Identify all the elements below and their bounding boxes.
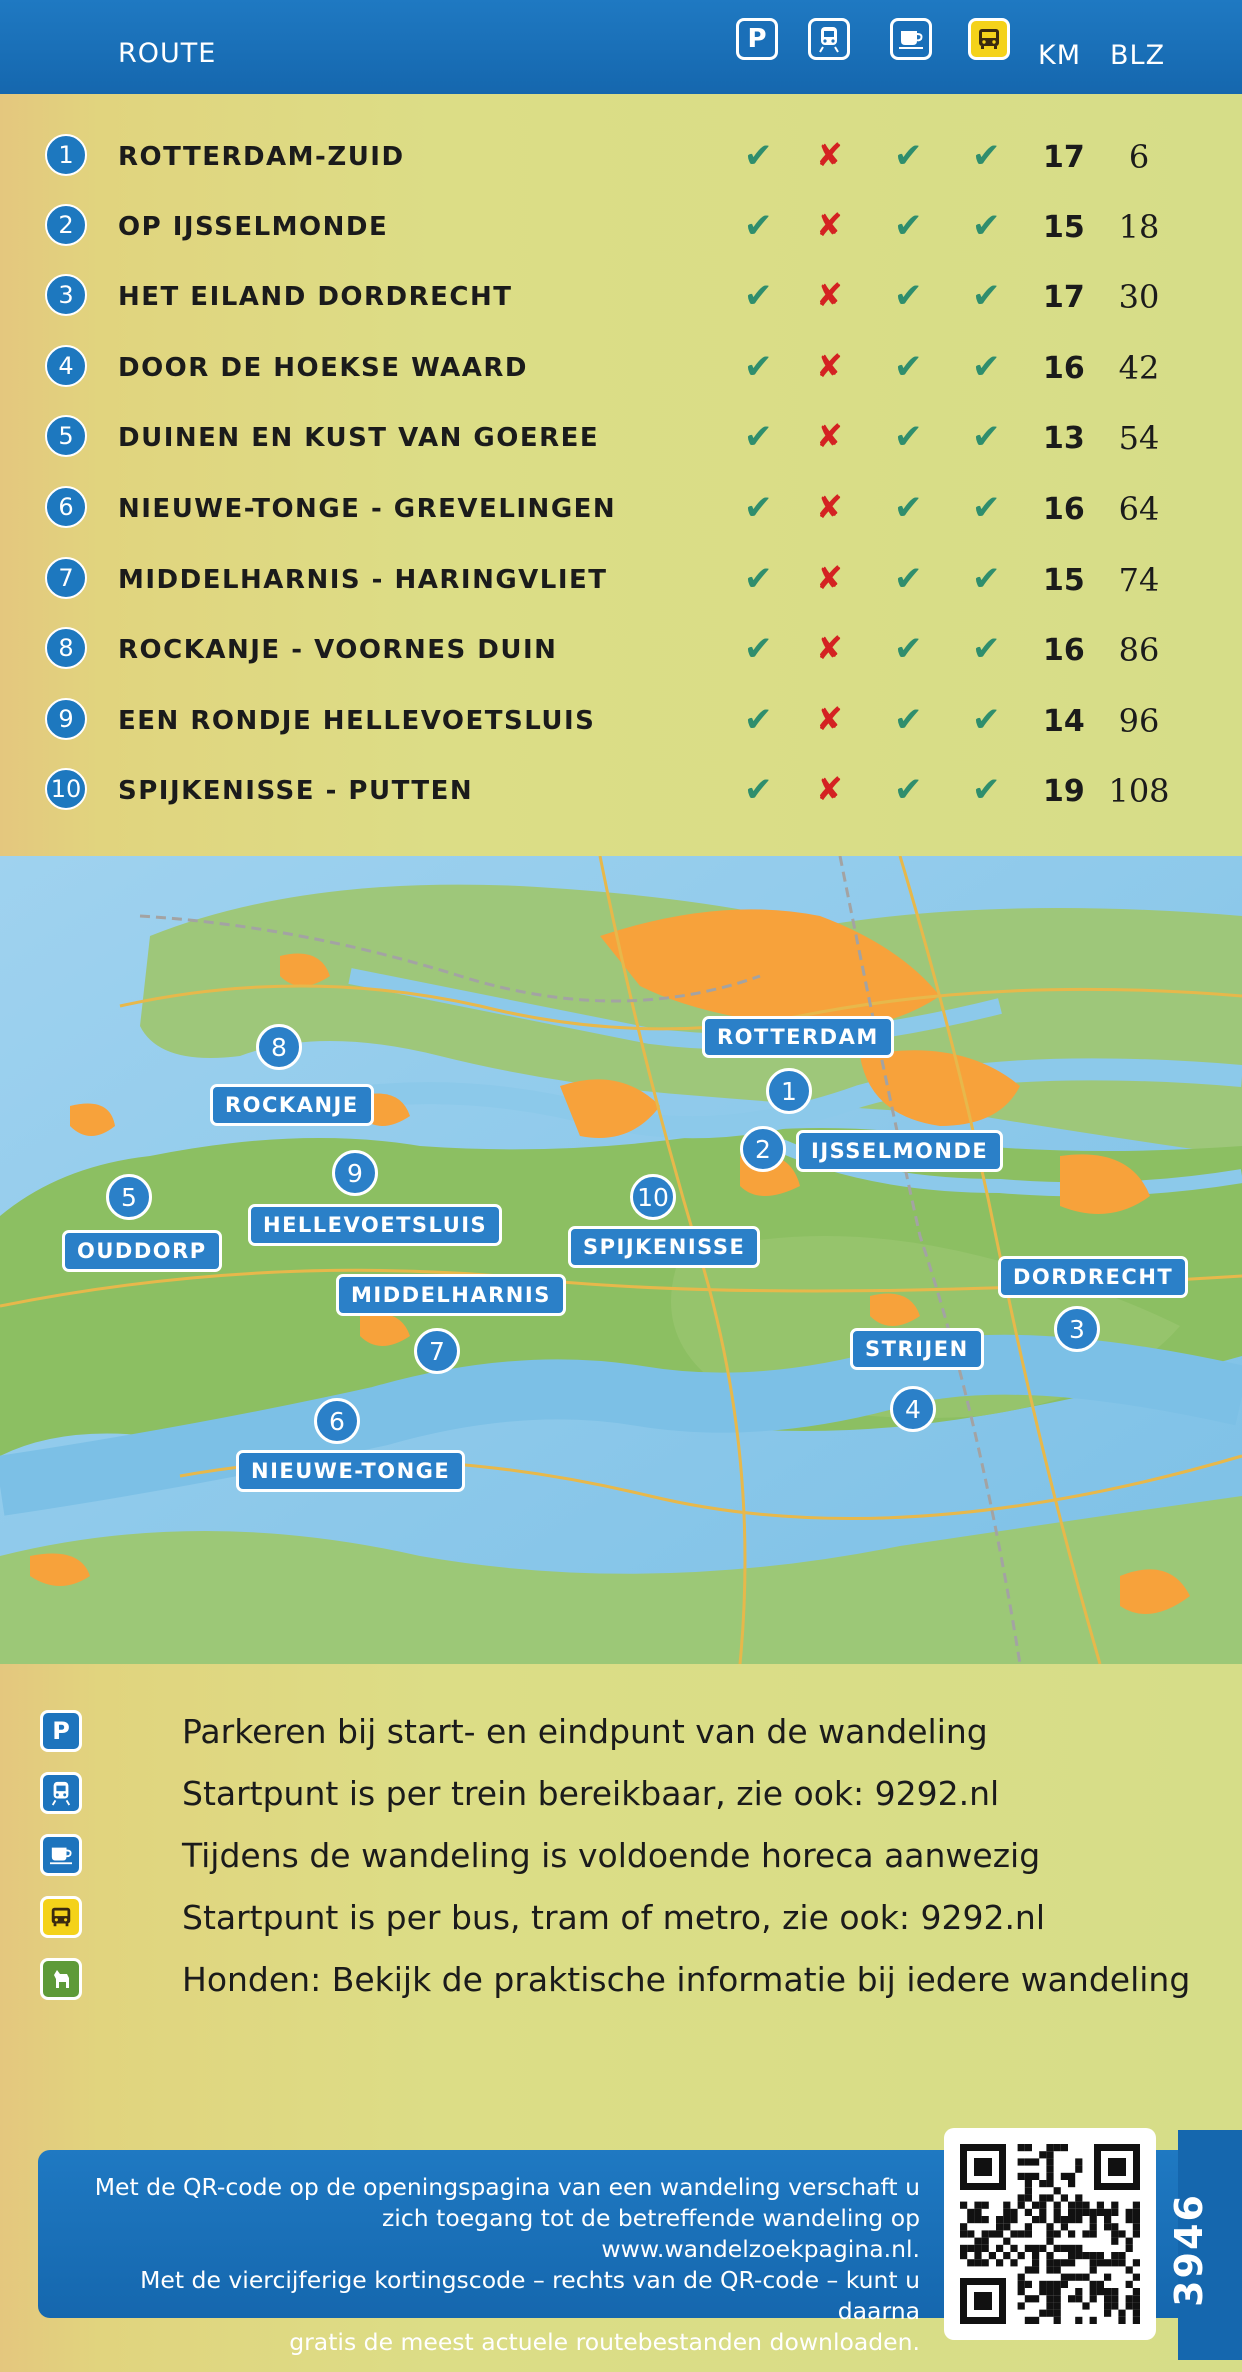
check-icon: ✔ — [894, 629, 923, 669]
cross-icon: ✘ — [816, 206, 843, 244]
route-number-badge: 1 — [45, 134, 87, 176]
legend-text: Honden: Bekijk de praktische informatie bij iedere wandeling — [182, 1960, 1191, 1999]
route-number-badge: 4 — [45, 345, 87, 387]
legend-row-dog — [0, 1958, 1242, 2008]
route-row[interactable] — [0, 130, 1242, 190]
route-km: 19 — [1043, 774, 1085, 809]
table-header — [0, 0, 1242, 94]
check-icon: ✔ — [744, 417, 773, 457]
legend-text: Tijdens de wandeling is voldoende horeca aanwezig — [182, 1836, 1041, 1875]
blz-column-label: BLZ — [1110, 40, 1166, 71]
map-label-nieuwe-tonge: NIEUWE-TONGE — [236, 1450, 465, 1492]
qr-info-line: gratis de meest actuele routebestanden downloaden. — [289, 2328, 920, 2356]
check-icon: ✔ — [894, 136, 923, 176]
route-number-badge: 8 — [45, 627, 87, 669]
route-number-badge: 7 — [45, 557, 87, 599]
check-icon: ✔ — [972, 770, 1001, 810]
parking-icon: P — [736, 18, 778, 60]
route-km: 16 — [1043, 351, 1085, 386]
route-km: 15 — [1043, 210, 1085, 245]
check-icon: ✔ — [744, 629, 773, 669]
route-name: DOOR DE HOEKSE WAARD — [118, 353, 528, 383]
cross-icon: ✘ — [816, 770, 843, 808]
check-icon: ✔ — [894, 700, 923, 740]
check-icon: ✔ — [894, 417, 923, 457]
check-icon: ✔ — [972, 417, 1001, 457]
route-row[interactable] — [0, 200, 1242, 260]
check-icon: ✔ — [894, 559, 923, 599]
check-icon: ✔ — [744, 770, 773, 810]
km-column-label: KM — [1038, 40, 1082, 71]
route-name: OP IJSSELMONDE — [118, 212, 389, 242]
check-icon: ✔ — [972, 629, 1001, 669]
legend-text: Parkeren bij start- en eindpunt van de wandeling — [182, 1712, 988, 1751]
route-name: NIEUWE-TONGE - GREVELINGEN — [118, 494, 617, 524]
route-page: 108 — [1108, 772, 1170, 810]
route-km: 17 — [1043, 280, 1085, 315]
bus-icon — [40, 1896, 82, 1938]
route-row[interactable] — [0, 764, 1242, 824]
route-row[interactable] — [0, 411, 1242, 471]
route-km: 15 — [1043, 563, 1085, 598]
qr-code-image — [944, 2128, 1156, 2340]
route-row[interactable] — [0, 270, 1242, 330]
route-number-badge: 5 — [45, 415, 87, 457]
map-label-dordrecht: DORDRECHT — [998, 1256, 1188, 1298]
route-row[interactable] — [0, 341, 1242, 401]
check-icon: ✔ — [894, 276, 923, 316]
check-icon: ✔ — [972, 136, 1001, 176]
map-marker-6: 6 — [314, 1398, 360, 1444]
route-name: DUINEN EN KUST VAN GOEREE — [118, 423, 600, 453]
cross-icon: ✘ — [816, 559, 843, 597]
route-page: 74 — [1118, 561, 1160, 599]
map-label-ouddorp: OUDDORP — [62, 1230, 222, 1272]
legend-text: Startpunt is per trein bereikbaar, zie ook: 9292.nl — [182, 1774, 1000, 1813]
map-marker-3: 3 — [1054, 1306, 1100, 1352]
route-name: HET EILAND DORDRECHT — [118, 282, 513, 312]
route-map — [0, 856, 1242, 1664]
check-icon: ✔ — [894, 488, 923, 528]
check-icon: ✔ — [972, 276, 1001, 316]
check-icon: ✔ — [744, 700, 773, 740]
map-marker-9: 9 — [332, 1150, 378, 1196]
route-number-badge: 3 — [45, 274, 87, 316]
route-page: 86 — [1118, 631, 1160, 669]
route-name: EEN RONDJE HELLEVOETSLUIS — [118, 706, 596, 736]
qr-info-text — [80, 2172, 920, 2358]
route-number-badge: 2 — [45, 204, 87, 246]
route-km: 16 — [1043, 633, 1085, 668]
map-marker-2: 2 — [740, 1126, 786, 1172]
route-number-badge: 10 — [45, 768, 87, 810]
map-marker-1: 1 — [766, 1068, 812, 1114]
qr-code[interactable] — [944, 2128, 1156, 2340]
check-icon: ✔ — [744, 347, 773, 387]
map-marker-10: 10 — [630, 1174, 676, 1220]
route-row[interactable] — [0, 553, 1242, 613]
legend-row-bus — [0, 1896, 1242, 1946]
cross-icon: ✘ — [816, 417, 843, 455]
legend-row-cafe — [0, 1834, 1242, 1884]
route-number-badge: 6 — [45, 486, 87, 528]
map-label-middelharnis: MIDDELHARNIS — [336, 1274, 566, 1316]
check-icon: ✔ — [972, 206, 1001, 246]
check-icon: ✔ — [894, 770, 923, 810]
check-icon: ✔ — [972, 559, 1001, 599]
map-label-rockanje: ROCKANJE — [210, 1084, 374, 1126]
route-row[interactable] — [0, 623, 1242, 683]
map-marker-7: 7 — [414, 1328, 460, 1374]
legend-row-parking — [0, 1710, 1242, 1760]
route-column-label: ROUTE — [118, 38, 217, 69]
route-name: SPIJKENISSE - PUTTEN — [118, 776, 474, 806]
cafe-icon — [40, 1834, 82, 1876]
qr-info-line: Met de QR-code op de openingspagina van een wandeling verschaft u — [94, 2173, 920, 2201]
route-name: ROCKANJE - VOORNES DUIN — [118, 635, 558, 665]
map-label-strijen: STRIJEN — [850, 1328, 984, 1370]
route-row[interactable] — [0, 482, 1242, 542]
map-marker-5: 5 — [106, 1174, 152, 1220]
qr-info-line: zich toegang tot de betreffende wandeling op www.wandelzoekpagina.nl. — [381, 2204, 920, 2263]
cafe-icon — [890, 18, 932, 60]
check-icon: ✔ — [744, 136, 773, 176]
check-icon: ✔ — [744, 206, 773, 246]
map-label-spijkenisse: SPIJKENISSE — [568, 1226, 760, 1268]
route-page: 18 — [1118, 208, 1160, 246]
check-icon: ✔ — [744, 559, 773, 599]
map-marker-8: 8 — [256, 1024, 302, 1070]
route-page: 96 — [1118, 702, 1160, 740]
route-page: 64 — [1118, 490, 1160, 528]
train-icon — [808, 18, 850, 60]
route-page: 54 — [1118, 419, 1160, 457]
cross-icon: ✘ — [816, 347, 843, 385]
route-page: 42 — [1118, 349, 1160, 387]
map-label-hellevoetsluis: HELLEVOETSLUIS — [248, 1204, 502, 1246]
cross-icon: ✘ — [816, 136, 843, 174]
route-km: 16 — [1043, 492, 1085, 527]
route-row[interactable] — [0, 694, 1242, 754]
route-km: 17 — [1043, 140, 1085, 175]
route-km: 13 — [1043, 421, 1085, 456]
route-name: MIDDELHARNIS - HARINGVLIET — [118, 565, 608, 595]
check-icon: ✔ — [744, 488, 773, 528]
qr-info-line: Met de viercijferige kortingscode – rechts van de QR-code – kunt u daarna — [140, 2266, 920, 2325]
check-icon: ✔ — [972, 488, 1001, 528]
cross-icon: ✘ — [816, 488, 843, 526]
route-name: ROTTERDAM-ZUID — [118, 142, 405, 172]
bus-icon — [968, 18, 1010, 60]
route-page: 30 — [1118, 278, 1160, 316]
map-marker-4: 4 — [890, 1386, 936, 1432]
check-icon: ✔ — [894, 206, 923, 246]
route-number-badge: 9 — [45, 698, 87, 740]
route-km: 14 — [1043, 704, 1085, 739]
parking-icon: P — [40, 1710, 82, 1752]
dog-icon — [40, 1958, 82, 2000]
cross-icon: ✘ — [816, 629, 843, 667]
map-label-ijsselmonde: IJSSELMONDE — [796, 1130, 1003, 1172]
legend-text: Startpunt is per bus, tram of metro, zie ook: 9292.nl — [182, 1898, 1046, 1937]
check-icon: ✔ — [972, 347, 1001, 387]
map-label-rotterdam: ROTTERDAM — [702, 1016, 894, 1058]
check-icon: ✔ — [972, 700, 1001, 740]
route-page: 6 — [1128, 138, 1150, 176]
cross-icon: ✘ — [816, 276, 843, 314]
check-icon: ✔ — [744, 276, 773, 316]
check-icon: ✔ — [894, 347, 923, 387]
train-icon — [40, 1772, 82, 1814]
legend-row-train — [0, 1772, 1242, 1822]
cross-icon: ✘ — [816, 700, 843, 738]
discount-code: 3946 — [1166, 2193, 1211, 2307]
